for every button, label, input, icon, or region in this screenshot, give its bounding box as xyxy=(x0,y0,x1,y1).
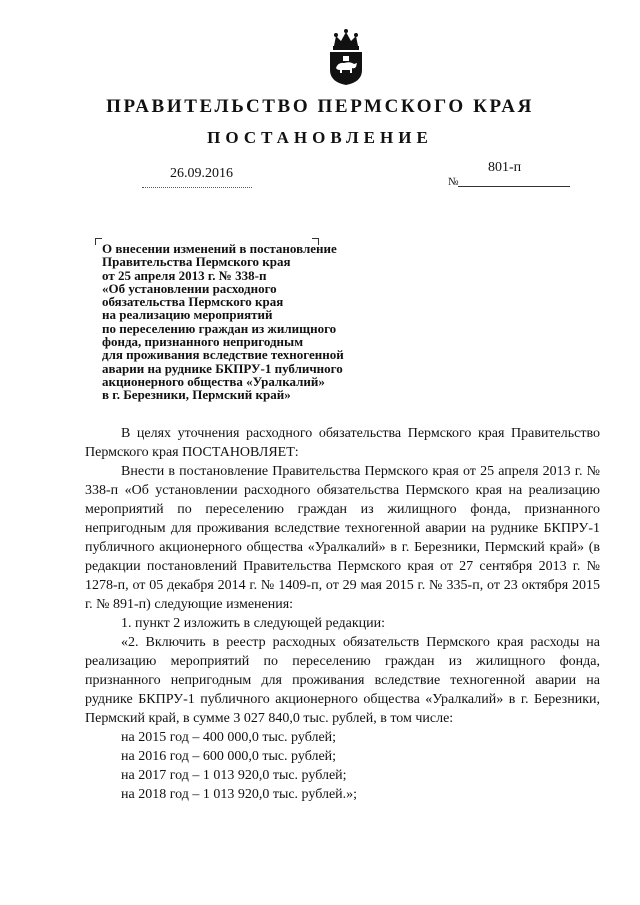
subject-line: по переселению граждан из жилищного xyxy=(102,320,337,336)
new-wording-paragraph: «2. Включить в реестр расходных обязательств Пермского края расходы на реализацию мероприятий по переселению граждан из жилищного фонда, признанного непригодным для проживания вследствие техногенной аварии на руднике БКПРУ-1 публичного акционерного общества «Уралкалий» в г. Березники, Пермский край, в сумме 3 027 840,0 тыс. рублей, в том числе: xyxy=(85,635,600,726)
subject-line: О внесении изменений в постановление xyxy=(102,241,337,256)
document-number: 801-п xyxy=(488,160,522,175)
subject-line: в г. Березники, Пермский край» xyxy=(102,387,291,403)
number-underline xyxy=(458,186,570,187)
document-date: 26.09.2016 xyxy=(170,166,233,181)
subject-line: «Об установлении расходного xyxy=(102,280,277,296)
subject-line: для проживания вследствие техногенной xyxy=(102,347,344,363)
subject-line: на реализацию мероприятий xyxy=(102,307,273,323)
subject-line: Правительства Пермского края xyxy=(102,254,291,270)
year-item: на 2017 год – 1 013 920,0 тыс. рублей; xyxy=(121,768,347,783)
year-item: на 2018 год – 1 013 920,0 тыс. рублей.»; xyxy=(121,787,358,802)
subject-line: акционерного общества «Уралкалий» xyxy=(102,373,325,389)
number-sign: № xyxy=(448,176,459,188)
subject-line: фонда, признанного непригодным xyxy=(102,334,304,350)
government-title: ПРАВИТЕЛЬСТВО ПЕРМСКОГО КРАЯ xyxy=(106,96,534,117)
intro-paragraph: В целях уточнения расходного обязательства Пермского края Правительство Пермского края ПОСТАНОВЛЯЕТ: xyxy=(85,426,600,460)
subject-heading xyxy=(102,242,402,402)
document-body xyxy=(85,424,600,804)
clause-paragraph: 1. пункт 2 изложить в следующей редакции: xyxy=(121,616,385,631)
subject-line: от 25 апреля 2013 г. № 338-п xyxy=(102,267,267,283)
subject-line: аварии на руднике БКПРУ-1 публичного xyxy=(102,360,343,376)
amendment-paragraph: Внести в постановление Правительства Пермского края от 25 апреля 2013 г. № 338-п «Об установлении расходного обязательства Пермского края на реализацию мероприятий по переселению граждан из жилищного фонда, признанного непригодным для проживания вследствие техногенной аварии на руднике БКПРУ-1 публичного акционерного общества «Уралкалий» в г. Березники, Пермский край» (в редакции постановлений Правительства Пермского края от 27 сентября 2013 г. № 1278-п, от 05 декабря 2014 г. № 1409-п, от 29 мая 2015 г. № 335-п, от 23 октября 2015 г. № 891-п) следующие изменения: xyxy=(85,464,600,612)
coat-of-arms-emblem xyxy=(326,28,366,86)
subject-line: обязательства Пермского края xyxy=(102,294,284,310)
year-item: на 2015 год – 400 000,0 тыс. рублей; xyxy=(121,730,337,745)
subject-bracket-left xyxy=(95,238,102,245)
date-underline xyxy=(142,187,252,188)
year-item: на 2016 год – 600 000,0 тыс. рублей; xyxy=(121,749,337,764)
document-type: ПОСТАНОВЛЕНИЕ xyxy=(207,128,433,147)
